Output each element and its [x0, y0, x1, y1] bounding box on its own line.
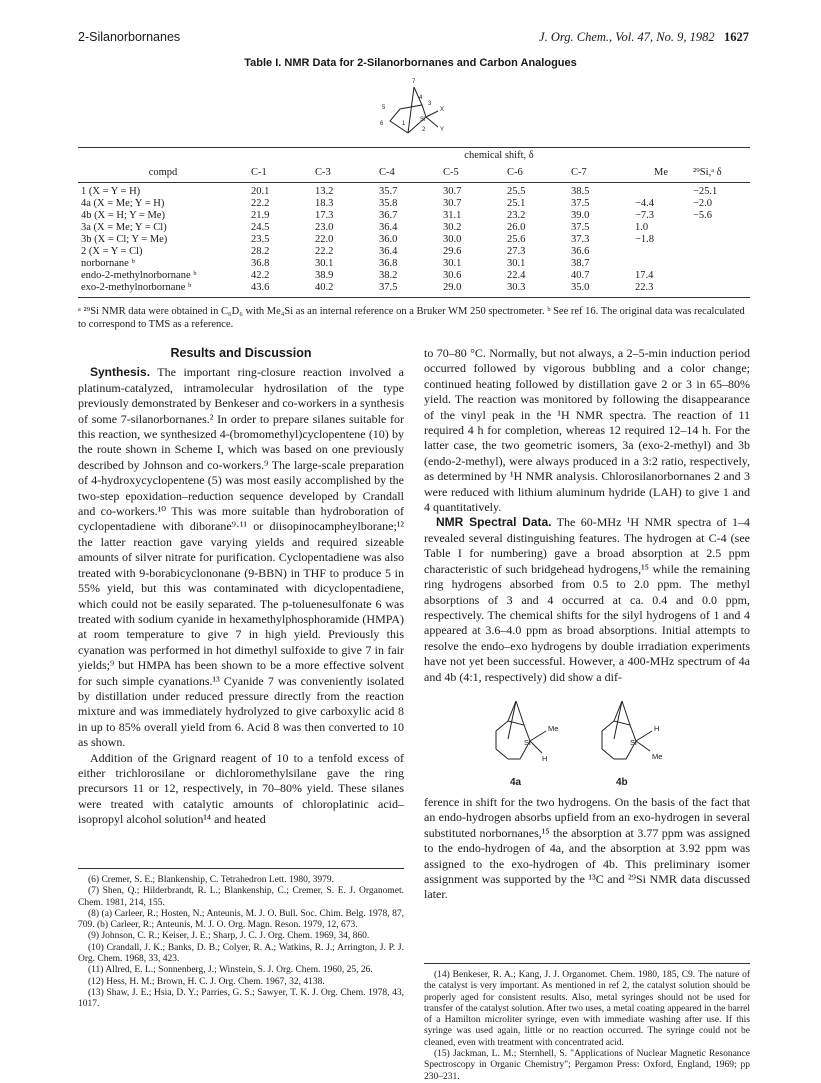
col-header-si: ²⁹Si,ᵃ δ — [690, 163, 750, 183]
shift-value-cell: 30.1 — [315, 258, 334, 269]
col-header-me: Me — [632, 163, 690, 183]
shift-value-cell — [690, 282, 750, 298]
shift-value-cell: 29.0 — [440, 282, 504, 298]
label-3: 3 — [428, 101, 432, 107]
left-column — [78, 346, 404, 828]
compound-name-cell: 2 (X = Y = Cl) — [81, 246, 143, 257]
shift-value-cell: 23.5 — [251, 234, 270, 245]
compound-name-cell: 3b (X = Cl; Y = Me) — [81, 234, 168, 245]
shift-value-cell: 26.0 — [507, 222, 526, 233]
shift-value-cell — [690, 258, 750, 270]
isomer-structures — [424, 689, 750, 791]
compound-name-cell: 1 (X = Y = H) — [81, 186, 141, 197]
nmr-data-table — [78, 148, 750, 298]
footnote-separator — [78, 868, 404, 869]
shift-value-cell: 42.2 — [251, 270, 270, 281]
col-header-c6: C-6 — [504, 163, 568, 183]
shift-value-cell: 38.9 — [315, 270, 334, 281]
reference-entry: (6) Cremer, S. E.; Blankenship, C. Tetrahedron Lett. 1980, 3979. — [88, 875, 334, 885]
shift-value-cell: −25.1 — [693, 186, 718, 197]
shift-value-cell: 43.6 — [248, 282, 312, 298]
reference-entry: (15) Jackman, L. M.; Sternhell, S. "Applications of Nuclear Magnetic Resonance Spectroscopy in Organic Chemistry"; Pergamon Press: Oxford, England, 1969; pp 230–231. — [424, 1049, 750, 1082]
nmr-paragraph — [424, 515, 750, 684]
shift-value-cell: −2.0 — [693, 198, 713, 209]
shift-value-cell — [690, 234, 750, 246]
table-row — [78, 210, 750, 222]
references-right-list — [424, 970, 750, 1083]
nmr-runin-heading: NMR Spectral Data. — [436, 515, 552, 530]
reference-entry: (7) Shen, Q.; Hilderbrandt, R. L.; Blankenship, C.; Cremer, S. E. J. Organomet. Chem. 1981, 214, 155. — [78, 886, 404, 908]
reference-entry: (8) (a) Carleer, R.; Hosten, N.; Anteunis, M. J. O. Bull. Soc. Chim. Belg. 1978, 87, 709. (b) Carleer, R.; Anteunis, M. J. O. Org. Magn. Reson. 1979, 12, 673. — [78, 908, 404, 931]
page-number: 1627 — [724, 30, 749, 44]
isomer-figure — [424, 689, 750, 791]
synthesis-text: The important ring-closure reaction involved a platinum-catalyzed, intramolecular hydrosilation of the type previously demonstrated by Benkeser and co-workers in a synthesis of some 7-silanorbornanes.² In order to prepare silanes suitable for this reaction, we synthesized 4-(bromomethyl)cyclopentene (10) by the route shown in Scheme I, which was based on one previously described by Johnson and co-workers.⁹ The large-scale preparation of 4-hydroxycyclopentene (5) was most easily accomplished by the two-step epoxidation–reduction sequence developed by Crandall and co-workers.¹⁰ This was more suitable than hydroboration of cyclopentadiene with diborane⁹·¹¹ or diisopinocampheylborane;¹² the latter reaction gave varying yields and required sizeable amounts of silver nitrate for purification. Cyclopentadiene was also treated with 9-borabicyclononane (9-BBN) in THF to produce 5 in 55% yield, but this was contaminated with dicyclopentadiene, which could not be easily separated. The p-toluenesulfonate 6 was treated with sodium cyanide in hexamethylphosphoramide (HMPA) at room temperature to give 7 in high yield. Previously this cyanation was performed in hot dimethyl sulfoxide to give 7 in fair yields;⁹ but HMPA has been shown to be a more effective solvent for such simple cyanations.¹³ Cyanide 7 was conveniently isolated by distillation under reduced pressure directly from the reaction mixture and was immediately hydrolyzed to give carboxylic acid 8 in up to 85% overall yield from 6. Acid 8 was then converted to 10 as shown. — [78, 365, 404, 750]
shift-value-cell: 40.7 — [571, 270, 590, 281]
table-row — [78, 270, 750, 282]
shift-value-cell: 22.2 — [315, 246, 334, 257]
shift-value-cell: 35.8 — [379, 198, 398, 209]
shift-value-cell: 35.7 — [379, 186, 398, 197]
shift-value-cell: 37.5 — [376, 282, 440, 298]
shift-value-cell: 31.1 — [443, 210, 462, 221]
shift-value-cell: 22.0 — [315, 234, 334, 245]
shift-value-cell: 36.6 — [571, 246, 590, 257]
shift-value-cell — [632, 183, 690, 199]
shift-value-cell: 30.2 — [443, 222, 462, 233]
shift-value-cell — [632, 246, 690, 258]
col-header-c4: C-4 — [376, 163, 440, 183]
fig-label-4a: 4a — [510, 776, 522, 788]
label-2: 2 — [422, 127, 426, 133]
right-column — [424, 346, 750, 903]
table-row — [78, 246, 750, 258]
fig-a-h: H — [542, 753, 548, 763]
continued-paragraph: to 70–80 °C. Normally, but not always, a 2–5-min induction period occurred followed by vigorous bubbling and a color change; continued heating followed by distillation gave 2 or 3 in 65–80% yield. The reaction was monitored by following the disappearance of the vinyl peak in the ¹H NMR spectra. The reaction of 11 required 4 h for completion, whereas 12 required 12–14 h. For the latter case, the two geometric isomers, 3a (exo-2-methyl) and 3b (endo-2-methyl), were always produced in a 3:2 ratio, respectively, as determined by ¹H NMR analysis. Chlorosilanorbornanes 2 and 3 were reduced with lithium aluminum hydride (LAH) to give 1 and 4 quantitatively. — [424, 346, 750, 515]
fig-a-si: Si — [524, 737, 531, 747]
reference-entry: (10) Crandall, J. K.; Banks, D. B.; Colyer, R. A.; Watkins, R. J.; Arrington, J. P. J. Org. Chem. 1968, 33, 423. — [78, 942, 404, 965]
synthesis-paragraph — [78, 365, 404, 750]
shift-value-cell: 37.5 — [571, 222, 590, 233]
shift-value-cell: 30.7 — [443, 198, 462, 209]
shift-value-cell: −5.6 — [693, 210, 713, 221]
shift-value-cell: 22.3 — [632, 282, 690, 298]
shift-value-cell: 38.7 — [571, 258, 590, 269]
shift-value-cell — [690, 246, 750, 258]
shift-value-cell: 38.2 — [379, 270, 398, 281]
table-body — [78, 183, 750, 298]
shift-value-cell: 22.4 — [507, 270, 526, 281]
shift-value-cell — [690, 270, 750, 282]
shift-value-cell: 38.5 — [571, 186, 590, 197]
shift-value-cell: 36.8 — [251, 258, 270, 269]
label-6: 6 — [380, 121, 384, 127]
shift-value-cell: 23.2 — [507, 210, 526, 221]
shift-value-cell: 18.3 — [315, 198, 334, 209]
grignard-paragraph: Addition of the Grignard reagent of 10 to a tenfold excess of either trichlorosilane or dichloromethylsilane gave the ring precursors 11 or 12, respectively, in 70–80% yield. These silanes were treated with catalytic amounts of chloroplatinic acid–isopropyl alcohol solution¹⁴ and heated — [78, 750, 404, 827]
running-head-right — [539, 30, 749, 45]
shift-value-cell: 36.4 — [379, 246, 398, 257]
table-row — [78, 282, 750, 298]
shift-value-cell: 29.6 — [443, 246, 462, 257]
table-title: Table I. NMR Data for 2-Silanorbornanes and Carbon Analogues — [244, 57, 577, 69]
compd-header: compd — [78, 163, 248, 183]
span-header: chemical shift, δ — [464, 150, 534, 161]
shift-value-cell: 27.3 — [507, 246, 526, 257]
shift-value-cell: 21.9 — [251, 210, 270, 221]
reference-entry: (12) Hess, H. M.; Brown, H. C. J. Org. Chem. 1967, 32, 4138. — [88, 976, 325, 987]
reference-entry: (13) Shaw, J. E.; Hsia, D. Y.; Parries, G. S.; Sawyer, T. K. J. Org. Chem. 1978, 43, 1017. — [78, 987, 404, 1010]
compound-name-cell: endo-2-methylnorbornane ᵇ — [81, 270, 197, 281]
references-left-list — [78, 875, 404, 1011]
shift-value-cell: 37.3 — [571, 234, 590, 245]
fig-b-si: Si — [630, 737, 637, 747]
shift-value-cell: 22.2 — [251, 198, 270, 209]
section-title: Results and Discussion — [170, 346, 312, 360]
synthesis-runin-heading: Synthesis. — [90, 365, 151, 380]
shift-value-cell: 30.1 — [443, 258, 462, 269]
col-header-c1: C-1 — [248, 163, 312, 183]
shift-value-cell: 30.6 — [443, 270, 462, 281]
shift-value-cell: 30.3 — [504, 282, 568, 298]
compound-name-cell: norbornane ᵇ — [81, 258, 135, 269]
fig-label-4b: 4b — [616, 776, 628, 788]
reference-entry: (9) Johnson, C. R.; Keiser, J. E.; Sharp, J. C. J. Org. Chem. 1969, 34, 860. — [88, 931, 370, 942]
label-x: X — [440, 107, 445, 113]
col-header-c7: C-7 — [568, 163, 632, 183]
nmr-text: The 60-MHz ¹H NMR spectra of 1–4 revealed several distinguishing features. The hydrogen at C-4 (see Table I for numbering) gave a broad absorption at 2.5 ppm characteristic of such bridgehead hydrogens,¹⁵ while the remaining ring hydrogens absorbed from 0.5 to 2.0 ppm. The methyl absorptions of 3 and 4 occurred at ca. 0.4 and 0.0 ppm, respectively. The chemical shifts for the silyl hydrogens of 1 and 4 appeared at 3.6–4.0 ppm as broad absorptions. Initial attempts to resolve the endo–exo hydrogens by double irradiation experiments have not yet been successful. However, a 400-MHz spectrum of 4a and 4b (4:1, respectively) did show a dif- — [424, 515, 750, 684]
shift-value-cell: 23.0 — [315, 222, 334, 233]
reference-entry: (14) Benkeser, R. A.; Kang, J. J. Organomet. Chem. 1980, 185, C9. The nature of the catalyst is very important. As mentioned in ref 2, the catalyst solution should be properly aged for consistent results. Also, metal syringes should not be used for transfer of the catalyst solution. After two uses, a metal coating appeared in the barrel of a Hamilton microliter syringe, even with immediate washing after use. If this syringe was used again, little or no reaction occurred. The syringe could not be cleaned, even with treatment with concentrated acid. — [424, 970, 750, 1048]
col-header-c3: C-3 — [312, 163, 376, 183]
shift-value-cell: 28.2 — [251, 246, 270, 257]
shift-value-cell: 25.5 — [507, 186, 526, 197]
reference-entry: (11) Allred, E. L.; Sonnenberg, J.; Winstein, S. J. Org. Chem. 1960, 25, 26. — [88, 965, 373, 976]
shift-value-cell: 24.5 — [251, 222, 270, 233]
col-header-c5: C-5 — [440, 163, 504, 183]
shift-value-cell — [690, 222, 750, 234]
shift-value-cell: 1.0 — [635, 222, 649, 233]
table-row — [78, 222, 750, 234]
fig-a-me: Me — [548, 723, 559, 733]
journal-citation: J. Org. Chem., Vol. 47, No. 9, 1982 — [539, 30, 715, 44]
table-row — [78, 234, 750, 246]
label-1: 1 — [402, 121, 406, 127]
shift-value-cell: 36.7 — [379, 210, 398, 221]
label-5: 5 — [382, 105, 386, 111]
shift-value-cell: 40.2 — [312, 282, 376, 298]
norbornane-structure-figure — [366, 75, 466, 147]
table-row — [78, 198, 750, 210]
shift-value-cell: 30.0 — [443, 234, 462, 245]
compound-name-cell: 4a (X = Me; Y = H) — [81, 198, 165, 209]
shift-value-cell: 17.4 — [635, 270, 654, 281]
shift-value-cell: 25.1 — [507, 198, 526, 209]
shift-value-cell: 30.1 — [507, 258, 526, 269]
fig-b-me: Me — [652, 751, 663, 761]
label-4: 4 — [419, 95, 423, 101]
table-row — [78, 183, 750, 199]
references-left — [78, 868, 404, 1011]
references-right — [424, 963, 750, 1083]
shift-value-cell: −7.3 — [635, 210, 655, 221]
running-head-left: 2-Silanorbornanes — [78, 30, 181, 44]
shift-value-cell: 20.1 — [251, 186, 270, 197]
shift-value-cell: 35.0 — [568, 282, 632, 298]
shift-value-cell: 25.6 — [507, 234, 526, 245]
shift-value-cell: 36.8 — [379, 258, 398, 269]
shift-value-cell: 37.5 — [571, 198, 590, 209]
shift-value-cell: 36.4 — [379, 222, 398, 233]
compound-name-cell: 4b (X = H; Y = Me) — [81, 210, 165, 221]
shift-value-cell: 30.7 — [443, 186, 462, 197]
label-si: Si — [420, 117, 426, 123]
footnote-separator — [424, 963, 750, 964]
shift-value-cell: 36.0 — [379, 234, 398, 245]
shift-value-cell: 13.2 — [315, 186, 334, 197]
compound-name-cell: exo-2-methylnorbornane ᵇ — [78, 282, 248, 298]
assignment-paragraph: ference in shift for the two hydrogens. On the basis of the fact that an endo-hydrogen absorbs upfield from an exo-hydrogen in several substituted norbornanes,¹⁵ the absorption at 3.77 ppm was assigned to the endo-hydrogen of 4a, and the absorption at 3.92 ppm was assigned to the exo-hydrogen of 4b. This preliminary isomer assignment was supported by the ¹³C and ²⁹Si NMR data discussed later. — [424, 794, 750, 902]
shift-value-cell: −4.4 — [635, 198, 655, 209]
shift-value-cell — [632, 258, 690, 270]
table-row — [78, 258, 750, 270]
shift-value-cell: −1.8 — [635, 234, 655, 245]
fig-b-h: H — [654, 723, 660, 733]
compound-name-cell: 3a (X = Me; Y = Cl) — [81, 222, 167, 233]
shift-value-cell: 39.0 — [571, 210, 590, 221]
table-footnote: ᵃ ²⁹Si NMR data were obtained in C₆D₆ with Me₄Si as an internal reference on a Bruker WM 250 spectrometer. ᵇ See ref 16. The original data was recalculated to correspond to TMS as a reference. — [78, 306, 745, 330]
label-7: 7 — [412, 79, 416, 85]
shift-value-cell: 17.3 — [315, 210, 334, 221]
label-y: Y — [440, 127, 445, 133]
